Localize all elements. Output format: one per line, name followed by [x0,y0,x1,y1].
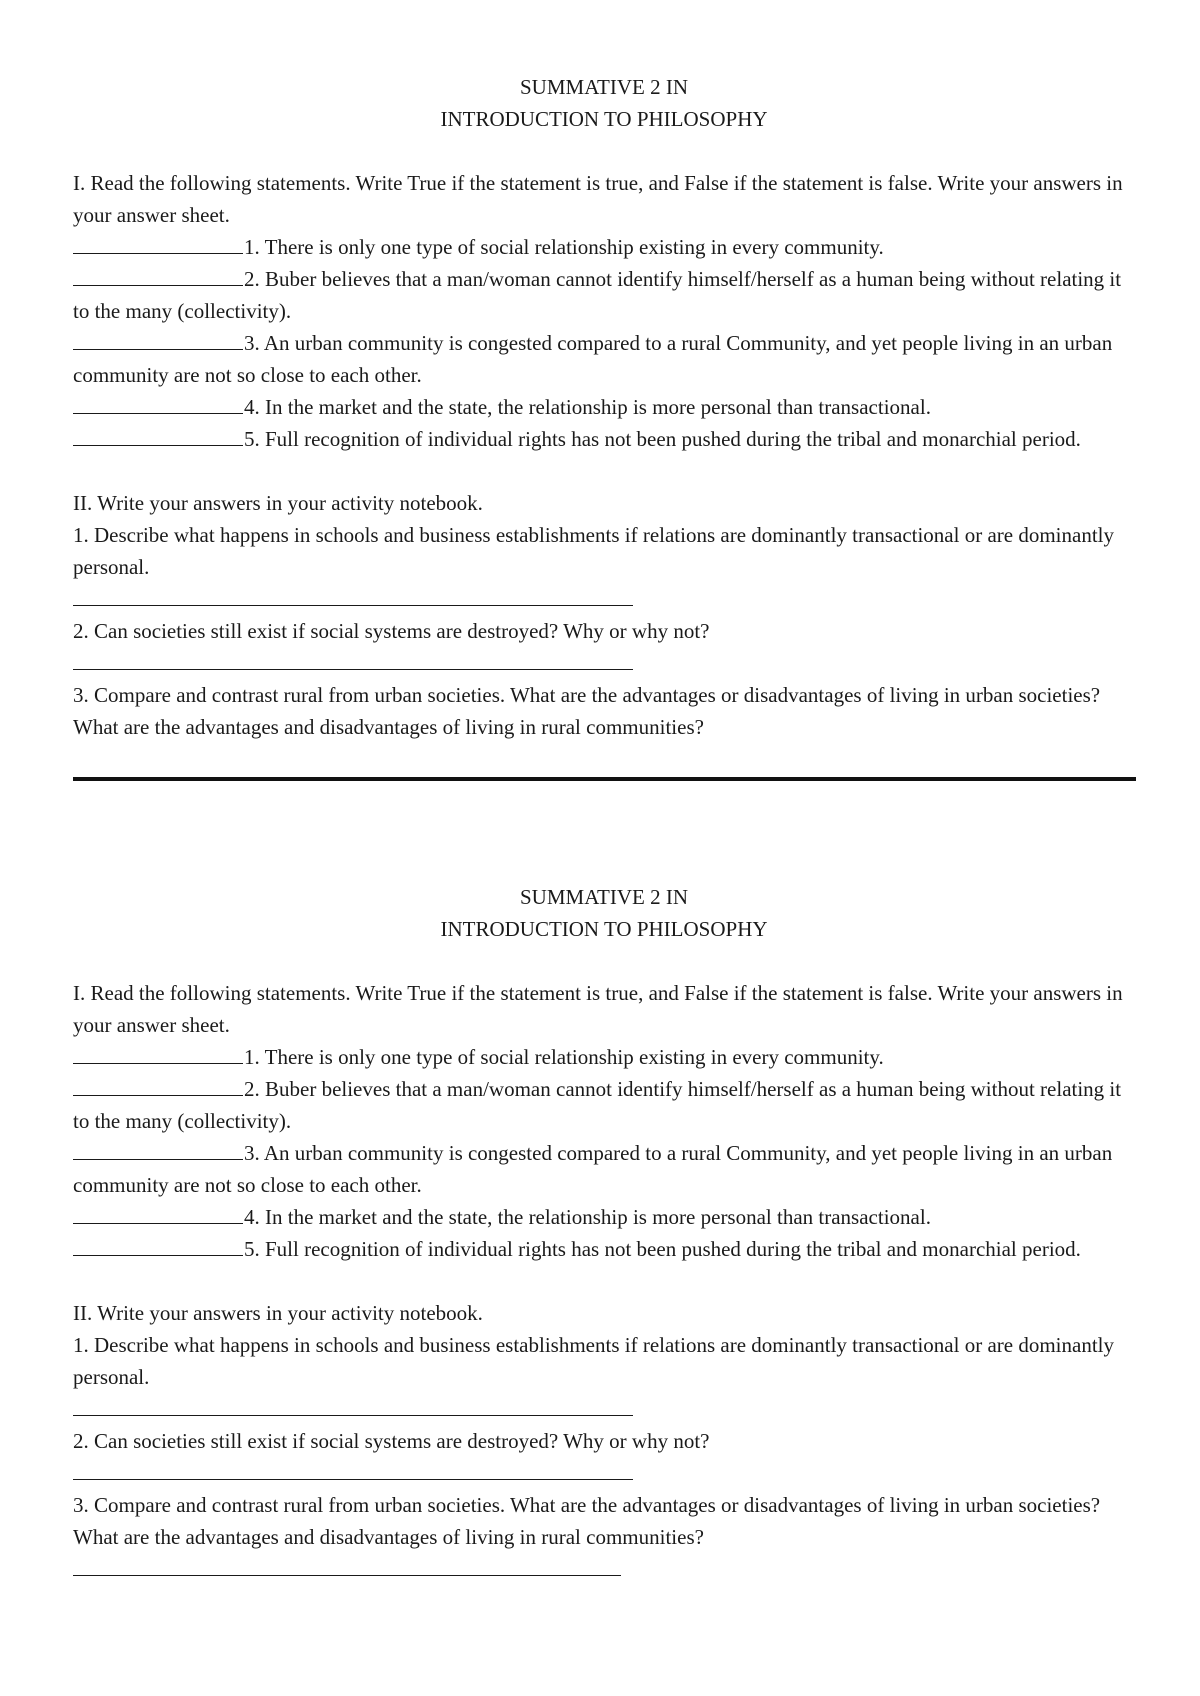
true-false-statement: 4. In the market and the state, the relationship is more personal than transactional. [244,395,931,419]
part2-instruction: II. Write your answers in your activity notebook. [73,491,483,515]
essay-question: 2. Can societies still exist if social systems are destroyed? Why or why not? [73,619,710,643]
answer-blank [73,1041,243,1064]
answer-blank [73,263,243,286]
answer-blank [73,391,243,414]
true-false-statement: 3. An urban community is congested compared to a rural Community, and yet people living in an urban community are not so close to each other. [73,1141,1113,1197]
answer-blank [73,1201,243,1224]
true-false-statement: 2. Buber believes that a man/woman cannot identify himself/herself as a human being without relating it to the many (collectivity). [73,1077,1122,1133]
essay-question: 3. Compare and contrast rural from urban societies. What are the advantages or disadvantages of living in urban societies? What are the advantages and disadvantages of living in rural communities? [73,1493,1101,1549]
part1-instruction: I. Read the following statements. Write True if the statement is true, and False if the statement is false. Write your answers in your answer sheet. [73,171,1123,227]
worksheet-copy-1 [73,71,1135,743]
section-divider [73,777,1136,781]
true-false-statement: 5. Full recognition of individual rights has not been pushed during the tribal and monarchial period. [244,1237,1081,1261]
true-false-statement: 1. There is only one type of social relationship existing in every community. [244,1045,884,1069]
true-false-item [73,1201,1135,1233]
answer-blank [73,231,243,254]
essay-question: 2. Can societies still exist if social systems are destroyed? Why or why not? [73,1429,710,1453]
part1-instruction: I. Read the following statements. Write True if the statement is true, and False if the statement is false. Write your answers in your answer sheet. [73,981,1123,1037]
worksheet-title-line2: INTRODUCTION TO PHILOSOPHY [440,917,768,941]
true-false-item [73,231,1135,263]
essay-answer-line [73,583,1135,615]
true-false-statement: 5. Full recognition of individual rights has not been pushed during the tribal and monarchial period. [244,427,1081,451]
essay-question: 1. Describe what happens in schools and business establishments if relations are dominantly transactional or are dominantly personal. [73,523,1114,579]
answer-blank [73,1233,243,1256]
true-false-item [73,1073,1135,1137]
true-false-statement: 1. There is only one type of social relationship existing in every community. [244,235,884,259]
essay-answer-line [73,1457,1135,1489]
true-false-item [73,263,1135,327]
true-false-item [73,1233,1135,1265]
worksheet-title-line1: SUMMATIVE 2 IN [520,75,688,99]
worksheet-copy-2 [73,881,1135,1585]
answer-blank [73,423,243,446]
true-false-item [73,391,1135,423]
answer-blank [73,1137,243,1160]
true-false-statement: 2. Buber believes that a man/woman cannot identify himself/herself as a human being without relating it to the many (collectivity). [73,267,1122,323]
part2-instruction: II. Write your answers in your activity notebook. [73,1301,483,1325]
essay-answer-line [73,647,1135,679]
essay-answer-line [73,1553,1135,1585]
true-false-statement: 4. In the market and the state, the relationship is more personal than transactional. [244,1205,931,1229]
true-false-item [73,1137,1135,1201]
true-false-statement: 3. An urban community is congested compared to a rural Community, and yet people living in an urban community are not so close to each other. [73,331,1113,387]
worksheet-title-line1: SUMMATIVE 2 IN [520,885,688,909]
answer-blank [73,327,243,350]
essay-answer-line [73,1393,1135,1425]
essay-question: 1. Describe what happens in schools and business establishments if relations are dominantly transactional or are dominantly personal. [73,1333,1114,1389]
true-false-item [73,327,1135,391]
answer-blank [73,1073,243,1096]
essay-question: 3. Compare and contrast rural from urban societies. What are the advantages or disadvantages of living in urban societies? What are the advantages and disadvantages of living in rural communities? [73,683,1101,739]
true-false-item [73,1041,1135,1073]
worksheet-title-line2: INTRODUCTION TO PHILOSOPHY [440,107,768,131]
true-false-item [73,423,1135,455]
